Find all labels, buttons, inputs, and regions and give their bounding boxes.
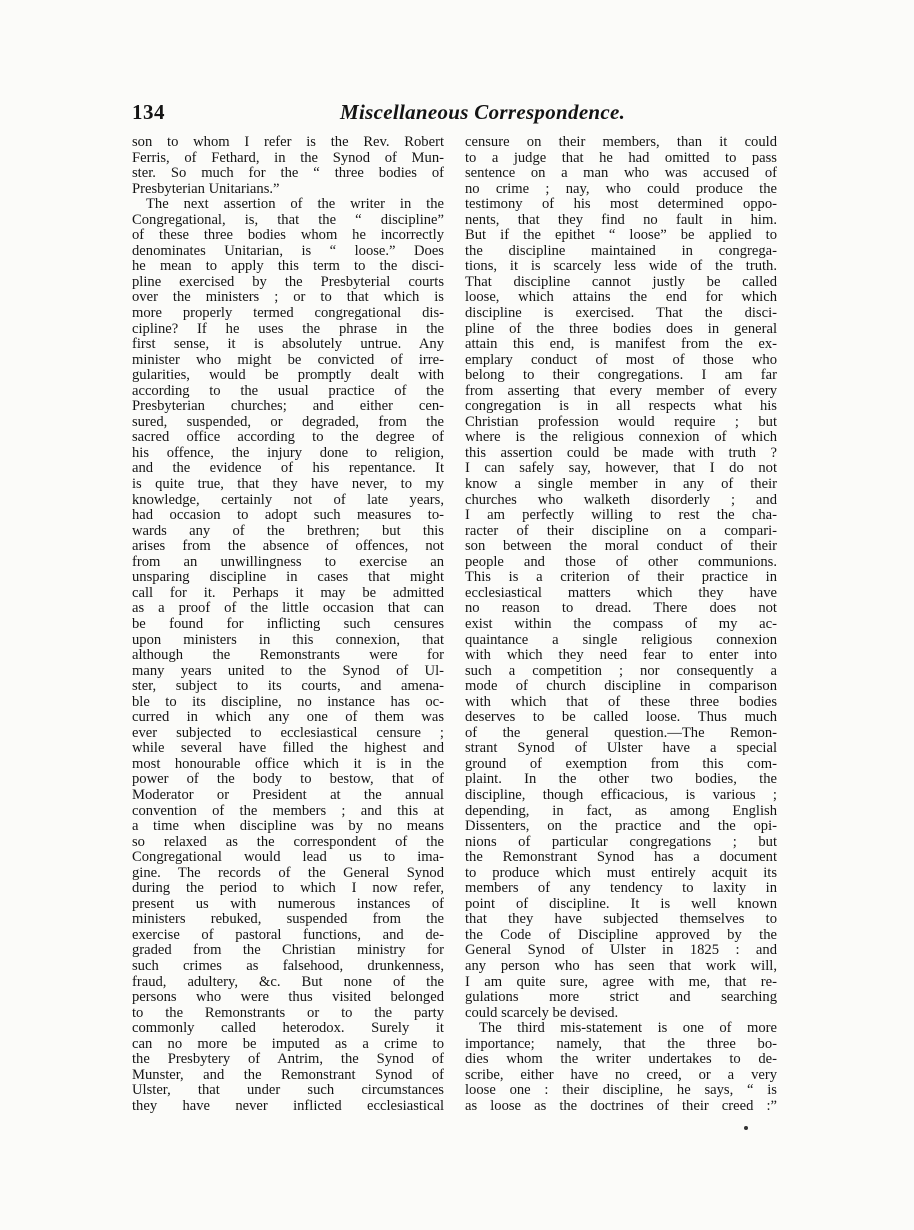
text-line: and the evidence of his repentance. It [132,461,444,477]
text-line: the Remonstrant Synod has a document [465,850,777,866]
text-line: commonly called heterodox. Surely it [132,1021,444,1037]
text-line: curred in which any one of them was [132,710,444,726]
text-line: deserves to be called loose. Thus much [465,710,777,726]
text-line: Ulster, that under such circumstances [132,1083,444,1099]
text-line: strant Synod of Ulster have a special [465,741,777,757]
text-line: this assertion could be made with truth ? [465,445,777,461]
text-line: belong to their congregations. I am far [465,368,777,384]
text-line: This is a criterion of their practice in [465,570,777,586]
text-line: sured, suspended, or degraded, from the [132,414,444,430]
text-line: denominates Unitarian, is “ loose.” Does [132,243,444,259]
page-footer-mark [744,1126,748,1130]
text-line: many years united to the Synod of Ul- [132,663,444,679]
text-line: ground of exemption from this com- [465,756,777,772]
text-line: minister who might be convicted of irre- [132,352,444,368]
text-line: members of any tendency to laxity in [465,881,777,897]
text-line: from asserting that every member of every [465,383,777,399]
text-line: no reason to dread. There does not [465,601,777,617]
text-line: censure on their members, than it could [465,135,777,150]
text-line: pline exercised by the Presbyterial courts [132,274,444,290]
text-line: can no more be imputed as a crime to [132,1036,444,1052]
text-column-right [465,135,777,1114]
text-line: Munster, and the Remonstrant Synod of [132,1067,444,1083]
text-line: the Code of Discipline approved by the [465,927,777,943]
text-line: I am quite sure, agree with me, that re- [465,974,777,990]
text-line: arises from the absence of offences, not [132,539,444,555]
text-line: such a competition ; nor consequently a [465,663,777,679]
text-line: discipline is exercised. That the disci- [465,306,777,322]
text-line: churches who walketh disorderly ; and [465,492,777,508]
text-line: Congregational would lead us to ima- [132,850,444,866]
text-line: that they have subjected themselves to [465,912,777,928]
text-line: from an unwillingness to exercise an [132,554,444,570]
text-line: Dissenters, on the practice and the opi- [465,819,777,835]
text-line: more properly termed congregational dis- [132,306,444,322]
text-line: But if the epithet “ loose” be applied to [465,228,777,244]
text-line: had occasion to adopt such measures to- [132,508,444,524]
text-line: any person who has seen that work will, [465,958,777,974]
text-line: ster, subject to its courts, and amena- [132,679,444,695]
text-line: no crime ; nay, who could produce the [465,181,777,197]
text-line: wards any of the brethren; but this [132,523,444,539]
text-line: first sense, it is absolutely untrue. Any [132,337,444,353]
text-line: fraud, adultery, &c. But none of the [132,974,444,990]
text-line: be found for inflicting such censures [132,616,444,632]
text-line: ecclesiastical matters which they have [465,585,777,601]
text-line: loose, which attains the end for which [465,290,777,306]
text-line: the discipline maintained in congrega- [465,243,777,259]
text-line: exist within the compass of my ac- [465,616,777,632]
text-line: Presbyterian Unitarians.” [132,181,280,197]
text-line: attain this end, is manifest from the ex- [465,337,777,353]
text-line: unsparing discipline in cases that might [132,570,444,586]
text-line: is quite true, that they have never, to my [132,477,444,493]
text-line: present us with numerous instances of [132,896,444,912]
text-line: tions, it is scarcely less wide of the truth. [465,259,777,275]
text-line: son between the moral conduct of their [465,539,777,555]
text-line: upon ministers in this connexion, that [132,632,444,648]
text-line: dies whom the writer undertakes to de- [465,1052,777,1068]
text-line: they have never inflicted ecclesiastical [132,1098,444,1114]
text-line: ble to its discipline, no instance has oc- [132,694,444,710]
text-line: his offence, the injury done to religion, [132,445,444,461]
text-line: while several have filled the highest and [132,741,444,757]
text-line: as loose as the doctrines of their creed :” [465,1098,777,1114]
text-line: ministers rebuked, suspended from the [132,912,444,928]
text-line: discipline, though efficacious, is various ; [465,787,777,803]
text-line: emplary conduct of most of those who [465,352,777,368]
text-line: The third mis-statement is one of more [479,1021,777,1037]
text-line: racter of their discipline on a compari- [465,523,777,539]
text-line: where is the religious connexion of which [465,430,777,446]
text-line: power of the body to bestow, that of [132,772,444,788]
text-line: to produce which must entirely acquit its [465,865,777,881]
text-line: Moderator or President at the annual [132,787,444,803]
text-line: nions of particular congregations ; but [465,834,777,850]
text-line: of the general question.—The Remon- [465,725,777,741]
text-line: according to the usual practice of the [132,383,444,399]
text-line: he mean to apply this term to the disci- [132,259,444,275]
text-line: sentence on a man who was accused of [465,166,777,182]
text-line: the Presbytery of Antrim, the Synod of [132,1052,444,1068]
text-line: gine. The records of the General Synod [132,865,444,881]
text-line: such crimes as falsehood, drunkenness, [132,958,444,974]
running-title: Miscellaneous Correspondence. [340,100,626,124]
text-line: Christian profession would require ; but [465,414,777,430]
text-line: son to whom I refer is the Rev. Robert [132,135,444,150]
text-line: know a single member in any of their [465,477,777,493]
text-line: convention of the members ; and this at [132,803,444,819]
text-line: gularities, would be promptly dealt with [132,368,444,384]
text-line: ster. So much for the “ three bodies of [132,166,444,182]
text-line: nents, that they find no fault in him. [465,212,777,228]
text-line: point of discipline. It is well known [465,896,777,912]
text-line: That discipline cannot justly be called [465,274,777,290]
text-line: exercise of pastoral functions, and de- [132,927,444,943]
text-line: graded from the Christian ministry for [132,943,444,959]
text-line: mode of church discipline in comparison [465,679,777,695]
text-line: with which that of these three bodies [465,694,777,710]
text-line: cipline? If he uses the phrase in the [132,321,444,337]
text-column-left [132,135,444,1114]
page-number: 134 [132,100,165,124]
text-line: Presbyterian churches; and either cen- [132,399,444,415]
text-line: importance; namely, that the three bo- [465,1036,777,1052]
text-line: to a judge that he had omitted to pass [465,150,777,166]
text-line: plaint. In the other two bodies, the [465,772,777,788]
text-line: persons who were thus visited belonged [132,990,444,1006]
text-line: loose one : their discipline, he says, “ is [465,1083,777,1099]
text-line: Congregational, is, that the “ discipline” [132,212,444,228]
text-line: pline of the three bodies does in general [465,321,777,337]
text-line: of these three bodies whom he incorrectly [132,228,444,244]
text-line: during the period to which I now refer, [132,881,444,897]
text-line: call for it. Perhaps it may be admitted [132,585,444,601]
text-line: General Synod of Ulster in 1825 : and [465,943,777,959]
text-line: I can safely say, however, that I do not [465,461,777,477]
text-line: to the Remonstrants or to the party [132,1005,444,1021]
text-line: knowledge, certainly not of late years, [132,492,444,508]
text-line: so relaxed as the correspondent of the [132,834,444,850]
text-line: as a proof of the little occasion that can [132,601,444,617]
text-line: testimony of his most determined oppo- [465,197,777,213]
text-line: The next assertion of the writer in the [146,197,444,213]
text-line: with which they need fear to enter into [465,648,777,664]
text-line: could scarcely be devised. [465,1005,619,1021]
text-line: ever subjected to ecclesiastical censure ; [132,725,444,741]
text-line: quaintance a single religious connexion [465,632,777,648]
text-line: people and those of other communions. [465,554,777,570]
text-line: a time when discipline was by no means [132,819,444,835]
text-line: although the Remonstrants were for [132,648,444,664]
text-line: scribe, either have no creed, or a very [465,1067,777,1083]
text-line: I am perfectly willing to rest the cha- [465,508,777,524]
text-line: depending, in fact, as among English [465,803,777,819]
text-line: Ferris, of Fethard, in the Synod of Mun- [132,150,444,166]
text-line: gulations more strict and searching [465,990,777,1006]
text-line: most honourable office which it is in the [132,756,444,772]
text-line: sacred office according to the degree of [132,430,444,446]
text-line: congregation is in all respects what his [465,399,777,415]
text-line: over the ministers ; or to that which is [132,290,444,306]
